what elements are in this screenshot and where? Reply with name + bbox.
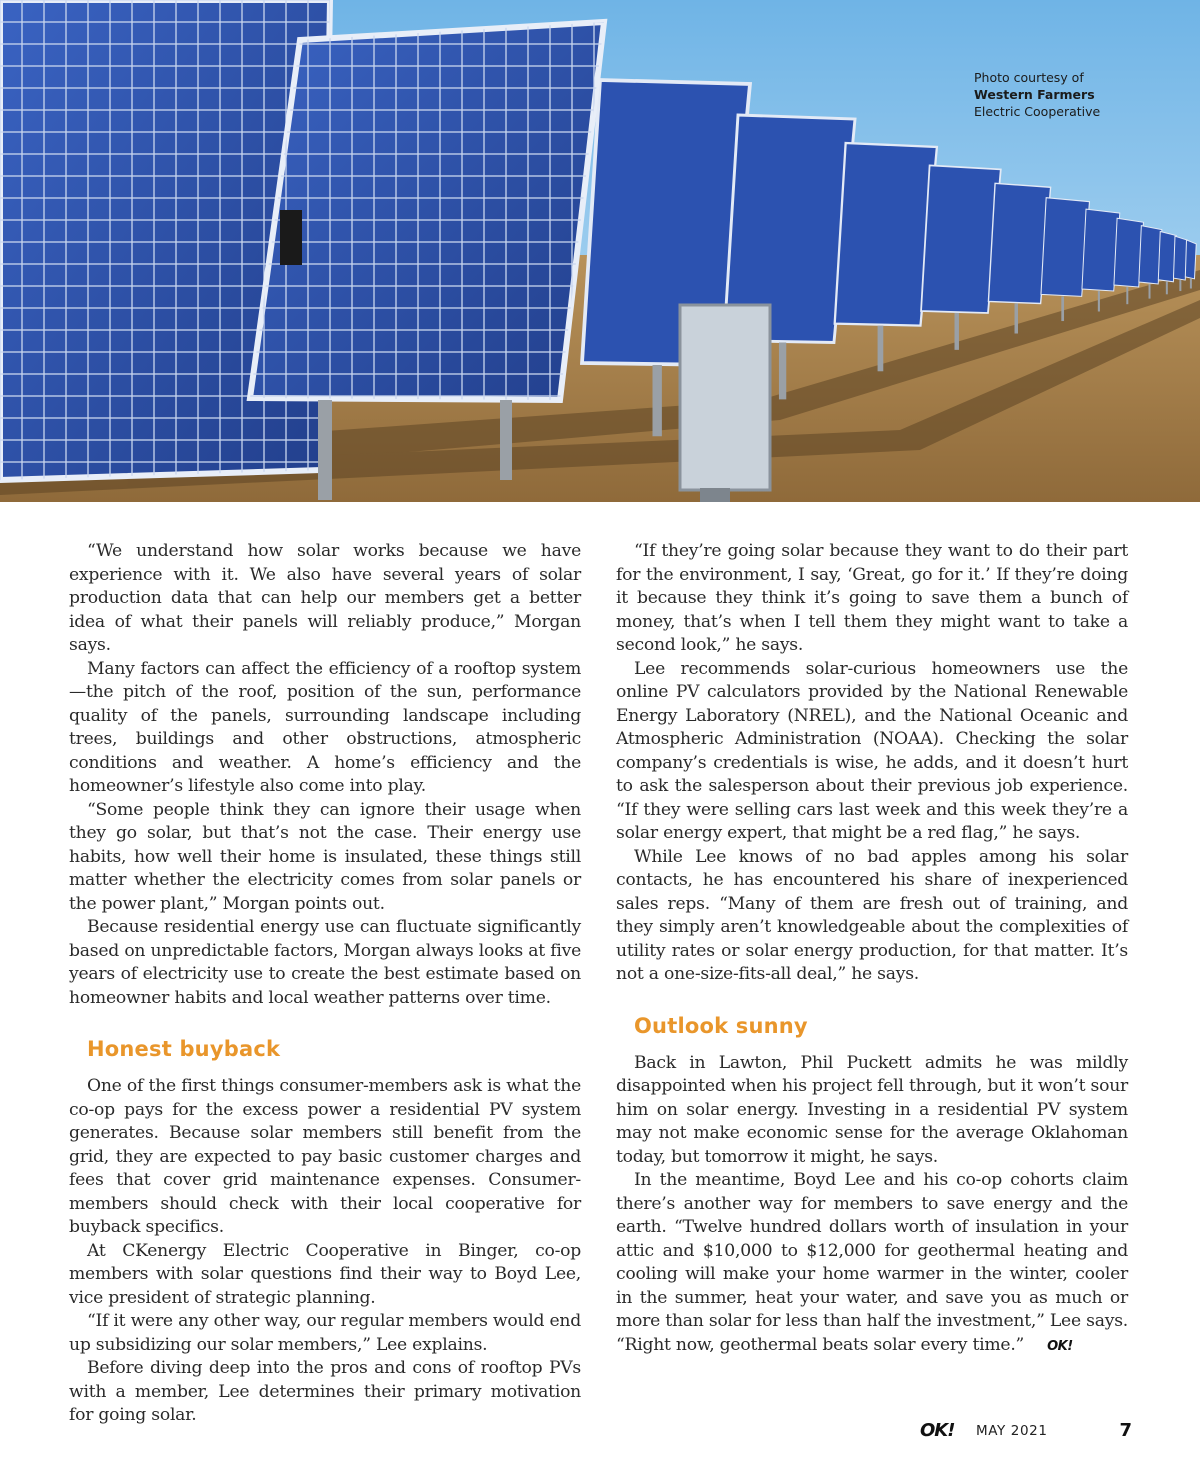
issue-date: MAY 2021	[976, 1423, 1048, 1439]
paragraph: “We understand how solar works because we have experience with it. We also have several years of solar production data that can help our members get a better idea of what their panels will reliably produce,” Morgan says.	[69, 541, 581, 655]
page-footer	[920, 1420, 1132, 1444]
panel-post	[878, 326, 884, 372]
paragraph: “If it were any other way, our regular members would end up subsidizing our solar members,” Lee explains.	[69, 1311, 581, 1355]
panel-post	[1061, 296, 1064, 321]
article-column-right	[616, 540, 1128, 1358]
panel-post	[1149, 284, 1151, 299]
paragraph: Lee recommends solar-curious homeowners use the online PV calculators provided by the National Renewable Energy Laboratory (NREL), and the National Oceanic and Atmospheric Administration (NOAA). Checking the solar company’s credentials is wise, he adds, and it doesn’t hurt to ask the salesperson about their previous job experience. “If they were selling cars last week and this week they’re a solar energy expert, that might be a red flag,” he says.	[616, 658, 1128, 843]
magazine-logo: OK!	[920, 1420, 955, 1441]
photo-credit	[974, 69, 1174, 120]
panel-post	[1179, 280, 1181, 291]
paragraph: Because residential energy use can fluctuate significantly based on unpredictable factors, Morgan always looks at five years of electricity use to create the best estimate based on homeowner habits and local weather patterns over time.	[69, 917, 581, 1008]
paragraph-final	[616, 1169, 1128, 1358]
paragraph-final-text: In the meantime, Boyd Lee and his co-op cohorts claim there’s another way for members to save energy and the earth. “Twelve hundred dollars worth of insulation in your attic and $10,000 to $12,000 for geothermal heating and cooling will make your home warmer in the winter, cooler in the summer, heat your water, and save you as much or more than solar for less than half the investment,” Lee says. “Right now, geothermal beats solar every time.”	[616, 1170, 1128, 1355]
panel-post	[653, 365, 662, 436]
distant-panel	[1185, 240, 1196, 279]
paragraph: While Lee knows of no bad apples among his solar contacts, he has encountered his share of inexperienced sales reps. “Many of them are fresh out of training, and they simply aren’t knowledgeable about the complexities of utility rates or solar energy production, for that matter. It’s not a one-size-fits-all deal,” he says.	[616, 846, 1128, 984]
section-heading-outlook-sunny: Outlook sunny	[634, 1013, 808, 1038]
panel-post	[1015, 303, 1018, 333]
hero-photo	[0, 0, 1200, 502]
paragraph: At CKenergy Electric Cooperative in Binger, co-op members with solar questions find their way to Boyd Lee, vice president of strategic planning.	[69, 1240, 581, 1308]
paragraph: “If they’re going solar because they want to do their part for the environment, I say, ‘Great, go for it.’ If they’re doing it because they think it’s going to save them a bunch of money, that’s when I tell them they might want to take a second look,” he says.	[616, 541, 1128, 655]
page-number: 7	[1119, 1420, 1132, 1441]
paragraph: “Some people think they can ignore their usage when they go solar, but that’s not the case. Their energy use habits, how well their home is insulated, these things still matter whether the electricity comes from solar panels or the power plant,” Morgan points out.	[69, 799, 581, 914]
panel-post	[1098, 291, 1100, 311]
panel-post	[955, 313, 959, 350]
paragraph: One of the first things consumer-members ask is what the co-op pays for the excess power a residential PV system generates. Because solar members still benefit from the grid, they are expected to pay basic customer charges and fees that cover grid maintenance expenses. Consumer-members should check with their local cooperative for buyback specifics.	[69, 1076, 581, 1237]
photo-credit-line2: Western Farmers	[974, 87, 1095, 102]
photo-credit-line1: Photo courtesy of	[974, 70, 1084, 85]
panel-post	[1166, 282, 1168, 295]
paragraph: Back in Lawton, Phil Puckett admits he was mildly disappointed when his project fell through, but it won’t sour him on solar energy. Investing in a residential PV system may not make economic sense for the average Oklahoman today, but tomorrow it might, he says.	[616, 1052, 1128, 1167]
paragraph: Before diving deep into the pros and cons of rooftop PVs with a member, Lee determines their primary motivation for going solar.	[69, 1358, 581, 1425]
section-heading-honest-buyback: Honest buyback	[87, 1037, 281, 1061]
end-mark-logo: OK!	[1047, 1338, 1073, 1354]
panel-post	[1126, 287, 1128, 304]
photo-credit-line3: Electric Cooperative	[974, 104, 1101, 119]
panel-post	[779, 343, 786, 400]
paragraph: Many factors can affect the efficiency of a rooftop system—the pitch of the roof, position of the sun, performance quality of the panels, surrounding landscape including trees, buildings and other obstructions, atmospheric conditions and weather. A home’s efficiency and the homeowner’s lifestyle also come into play.	[69, 658, 581, 796]
panel-post	[1190, 279, 1192, 289]
article-column-left	[69, 540, 581, 1428]
